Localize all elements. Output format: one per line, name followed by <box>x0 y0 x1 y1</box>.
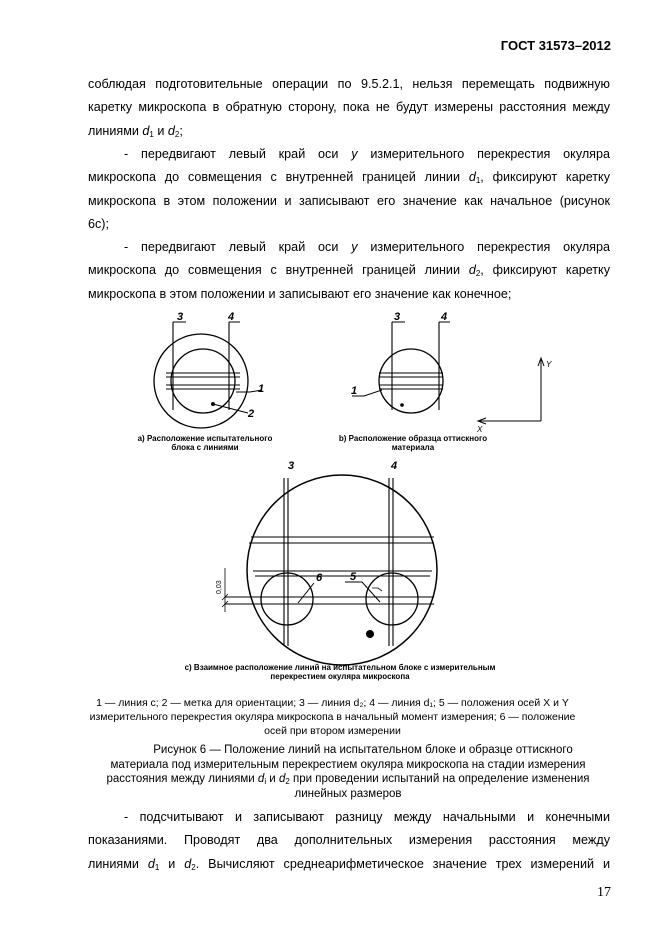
p2-line3: микроскопа в этом положении и записывают его значение как начальное (рисунок <box>88 193 610 208</box>
p2-line1: - передвигают левый край оси у измерительного перекрестия окуляра <box>124 147 611 161</box>
p3-line1: - передвигают левый край оси у измерительного перекрестия окуляра <box>124 240 611 254</box>
axis-x-label: X <box>477 425 483 434</box>
axis-y-label: Y <box>546 360 552 369</box>
p1-line2: каретку микроскопа в обратную сторону, пока не будут измерены расстояния между <box>88 100 610 115</box>
axes-xy <box>478 358 544 424</box>
p4-line3: линиями $d_1$ и $d_2$. Вычисляют среднеарифметическое значение трех измерений и <box>88 856 610 872</box>
page-number: 17 <box>597 885 611 900</box>
orientation-mark-c <box>366 630 374 638</box>
label-c5: 5 <box>350 571 357 583</box>
diagram-c <box>222 475 437 665</box>
label-b4: 4 <box>441 311 448 323</box>
label-b1: 1 <box>351 385 358 397</box>
dimension-label: 0,03 <box>216 580 223 594</box>
p1-line1: соблюдая подготовительные операции по 9.5.2.1, нельзя перемещать подвижную <box>88 77 610 91</box>
label-c6: 6 <box>316 572 323 584</box>
diagram-b <box>352 322 450 413</box>
paragraph-4 <box>88 806 610 876</box>
p3-line2: микроскопа до совмещения с внутренней границей линии $d_2$, фиксируют каретку <box>88 263 611 279</box>
label-a2: 2 <box>248 408 255 420</box>
label-b3: 3 <box>394 311 401 323</box>
figure-legend: 1 — линия с; 2 — метка для ориентации; 3 — линия d₂; 4 — линия d₁; 5 — положения осей Х и Y измерительного перекрестия окуляра микроскопа в начальный момент измерения; 6 — положение осей при втором измерении <box>89 697 576 737</box>
p4-line1: - подсчитывают и записывают разницу между начальными и конечными <box>124 810 610 824</box>
label-a3: 3 <box>177 311 184 323</box>
p1-line3: линиями $d_1$ и $d_2$; <box>88 123 183 139</box>
p2-line4: 6с); <box>88 217 109 232</box>
diagram-a <box>154 322 265 428</box>
p2-line2: микроскопа до совмещения с внутренней границей линии $d_1$, фиксируют каретку <box>88 170 611 186</box>
orientation-mark-a <box>211 402 215 406</box>
caption-a: а) Расположение испытательного блока с линиями <box>137 434 273 452</box>
label-a1: 1 <box>258 383 265 395</box>
p4-line2: показаниями. Проводят два дополнительных измерения расстояния между <box>88 833 610 848</box>
label-a4: 4 <box>228 311 235 323</box>
caption-b: b) Расположение образца оттискного материала <box>338 434 488 452</box>
caption-c: с) Взаимное расположение линий на испытательном блоке с измерительным перекрестием окуляра микроскопа <box>184 663 496 681</box>
figure-title: Рисунок 6 — Положение линий на испытательном блоке и образце оттискного материала под измерительным перекрестием окуляра микроскопа на стадии измерения расстояния между линиями $d_i$ и $d_2$ при проведении испытаний на определение изменения линейных размеров <box>106 744 590 800</box>
label-c4: 4 <box>391 460 398 472</box>
standard-header: ГОСТ 31573–2012 <box>500 38 611 53</box>
orientation-mark-b <box>400 403 404 407</box>
label-c3: 3 <box>288 460 295 472</box>
p3-line3: микроскопа в этом положении и записывают его значение как конечное; <box>88 286 512 301</box>
